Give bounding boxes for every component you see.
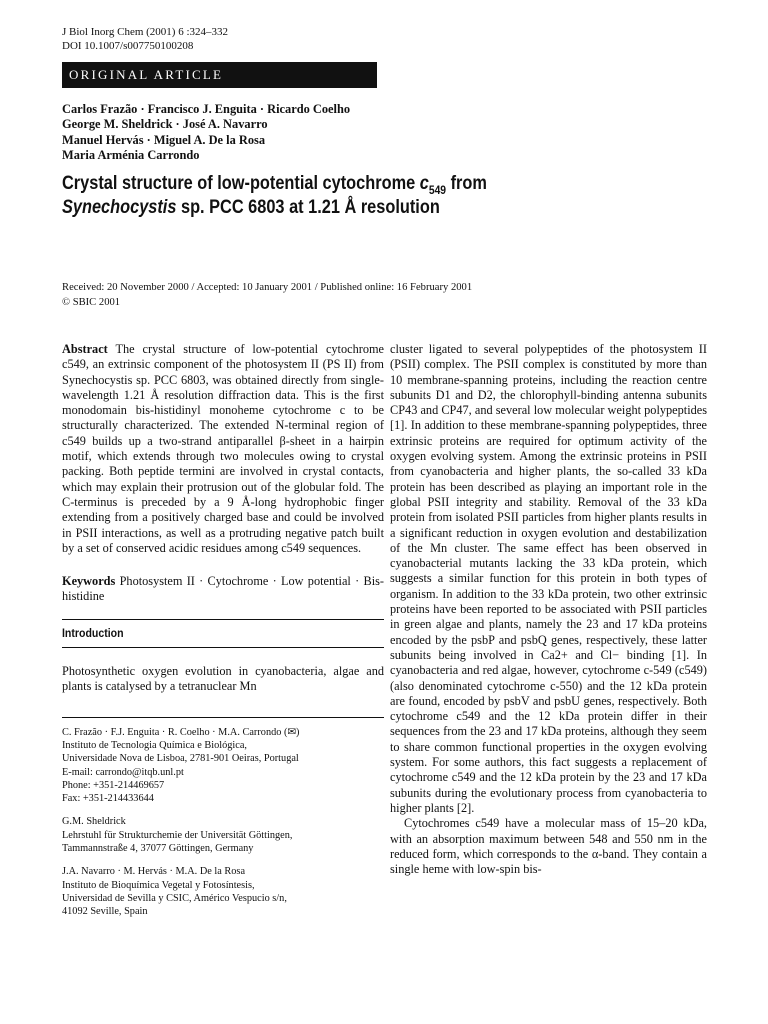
keywords-text: Photosystem II · Cytochrome · Low potential · Bis-histidine: [62, 574, 384, 604]
copyright: © SBIC 2001: [62, 297, 121, 308]
abstract: [62, 342, 384, 556]
affiliation-block: J.A. Navarro · M. Hervás · M.A. De la Rosa Instituto de Bioquímica Vegetal y Fotosíntesis, Universidad de Sevilla y CSIC, Américo Vespucio s/n, 41092 Seville, Spain: [62, 866, 287, 918]
section-divider: [62, 647, 384, 648]
journal-header: [62, 25, 228, 53]
abstract-label: Abstract: [62, 342, 108, 356]
introduction-heading: Introduction: [62, 625, 124, 640]
author-list: [62, 102, 350, 164]
keywords: [62, 574, 384, 605]
affiliation-block: G.M. Sheldrick Lehrstuhl für Strukturchemie der Universität Göttingen, Tammannstraße 4, 37077 Göttingen, Germany: [62, 816, 293, 855]
section-divider: [62, 619, 384, 620]
author-line: Carlos Frazão · Francisco J. Enguita · Ricardo Coelho: [62, 102, 351, 116]
introduction-text-start: Photosynthetic oxygen evolution in cyanobacteria, algae and plants is catalysed by a tetranuclear Mn: [62, 664, 384, 694]
abstract-text: The crystal structure of low-potential cytochrome c549, an extrinsic component of the photosystem II (PS II) from Synechocystis sp. PCC 6803, was obtained directly from single-wavelength 1.21 Å resolution diffraction data. This is the first monodomain bis-histidinyl monoheme cytochrome c to be structurally characterized. The extended N-terminal region of c549 builds up a two-strand antiparallel β-sheet in a hairpin motif, which extends through two molecules owing to crystal packing. Both peptide termini are involved in crystal contacts, which may explain their protrusion out of the globular fold. The C-terminus is preceded by a 9 Å-long hydrophobic finger extending from a positively charged base and could be involved in PSII interactions, as well as a protruding negative patch built by a set of conserved acidic residues among c549 sequences.: [62, 342, 384, 555]
affiliation-divider: [62, 717, 384, 718]
journal-citation: J Biol Inorg Chem (2001) 6 :324–332: [62, 26, 229, 38]
affiliation-block: C. Frazão · F.J. Enguita · R. Coelho · M.A. Carrondo (✉) Instituto de Tecnologia Química e Biológica, Universidade Nova de Lisboa, 2781-901 Oeiras, Portugal E-mail: carrondo@itqb.unl.pt Phone: +351-214469657 Fax: +351-214433644: [62, 726, 300, 805]
author-line: George M. Sheldrick · José A. Navarro: [62, 117, 268, 132]
introduction-paragraph: cluster ligated to several polypeptides of the photosystem II (PSII) complex. The PSII complex is constituted by more than 10 membrane-spanning proteins, including the reaction centre subunits D1 and D2, the chlorophyll-binding antenna subunits CP43 and CP47, and several low molecular weight polypeptides [1]. In addition to these membrane-spanning polypeptides, three extrinsic proteins are required for optimum activity of the oxygen evolving system. Among the extrinsic proteins in PSII from cyanobacteria and higher plants, the so-called 33 kDa protein has been described as playing an important role in the global PSII integrity and stability. Removal of the 33 kDa protein from isolated PSII particles from higher plants results in a significant reduction in oxygen evolution and destabilization of the Mn cluster. The same effect has been observed in cyanobacterial mutants lacking the 33 kDa protein, which suggests a similar function for this protein in both types of organism. In addition to the 33 kDa protein, two other extrinsic proteins have been reported to be associated with PSII particles in green algae and plants, namely the 23 and 17 kDa proteins encoded by the psbP and psbQ genes, respectively, these latter subunits being involved in Ca2+ and Cl− binding [1]. In cyanobacteria and red algae, however, cytochrome c-549 (c549) (also denominated cytochrome c-550) and the 12 kDa protein are found, encoded by psbV and psbU genes, respectively. Both cytochrome c549 and the 12 kDa protein differ in their sequences from the 23 and 17 kDa proteins, although they seem to share common functional properties in the oxygen evolving system. For some authors, this fact suggests a replacement of cytochrome c549 and the 12 kDa protein by the 23 and 17 kDa subunits during the evolutionary process from cyanobacteria to higher plants [2].: [390, 342, 707, 815]
keywords-label: Keywords: [62, 574, 116, 589]
right-column: [390, 342, 707, 877]
article-title: Crystal structure of low-potential cytochrome $c_{549}$ from Synechocystis sp. PCC 6803 at 1.21 Å resolution: [62, 173, 487, 218]
date-history: Received: 20 November 2000 / Accepted: 10 January 2001 / Published online: 16 February 2001: [62, 282, 473, 293]
publication-dates: [62, 280, 472, 310]
author-line: Maria Arménia Carrondo: [62, 148, 200, 163]
article-doi: DOI 10.1007/s007750100208: [62, 40, 194, 52]
article-type-banner: ORIGINAL ARTICLE: [62, 62, 377, 88]
left-column: [62, 342, 384, 919]
introduction-paragraph: Cytochromes c549 have a molecular mass of 15–20 kDa, with an absorption maximum between 548 and 550 nm in the reduced form, which corresponds to the α-band. They contain a single heme with low-spin bis-: [390, 816, 707, 877]
author-line: Manuel Hervás · Miguel A. De la Rosa: [62, 132, 266, 147]
